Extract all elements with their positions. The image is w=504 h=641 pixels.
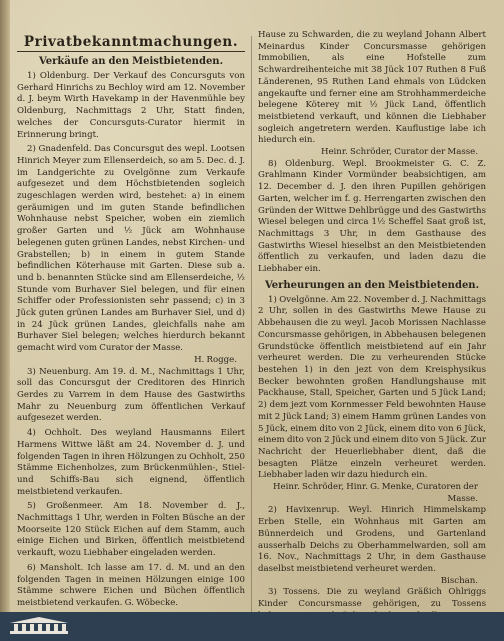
signature-schroeder: Heinr. Schröder, Curator der Masse. — [320, 147, 478, 158]
notice-oldenburg-8: 8) Oldenburg. Wepl. Brookmeister G. C. Z. Grahlmann Kinder Vormünder beabsichtigen, am 12. December d. J. den ihren Pupillen gehörigen Garten, welcher im f. g. Herrengarten zwischen den Gründen der Wittwe Dehlbrügge und des Gastwirths Wiesel belegen und circa 1½ Scheffel Saat groß ist, Nachmittags 3 Uhr, in dem Gasthause des Gastwirths Wiesel hieselbst an den Meistbietenden öffentlich zu verkaufen, und laden dazu die Liebhaber ein. — [258, 158, 486, 275]
page-edge-shadow — [0, 0, 10, 641]
heading-rentals: Verheurungen an den Meistbietenden. — [264, 279, 480, 291]
notice-ovelgoenne-7-continued: Hause zu Schwarden, die zu weyland Johann Albert Meinardus Kinder Concursmasse gehörigen Immobilien, als eine Hofstelle zum Schwardreihenteiche mit 38 Jück 107 Ruthen 8 Fuß Länderenen, 95 Ruthen Land ehmals von Lüdcken angekaufte und ferner eine am Strohhammerdeiche belegene Köterey mit ½ Jück Land, öffentlich meistbietend verkauft, und können die Liebhaber sogleich angetretern werden. Kauflustige labe ich hiedurch ein. — [258, 30, 486, 146]
section-title: Privatbekanntmachungen. — [23, 34, 239, 50]
rental-ovelgoenne: 1) Ovelgönne. Am 22. November d. J. Nachmittags 2 Uhr, sollen in des Gastwirths Mewe Hause zu Abbehausen die zu weyl. Jacob Morissen Nachlasse Concursmasse gehörigen, in Abbehausen belegenen Grundstücke öffentlich meistbietend auf ein Jahr verheuret werden. Die zu verheurenden Stücke bestehen 1) in den jezt von dem Kreisphysikus Becker bewohnten großen Handlungshause mit Packhause, Stall, Speicher, Garten und 5 Jück Land; 2) dem jezt vom Kornmesser Feld bewohnten Hause mit 2 Jück Land; 3) einem Hamm grünen Landes von 5 Jück, einem dito von 2 Jück, einem dito von 6 Jück, einem dito von 2 Jück und einem dito von 5 Jück. Zur Nachricht der Heuerliebhaber dient, daß die besagten Plätze einzeln verheuret werden. Liebhaber laden wir dazu hiedurch ein. — [258, 294, 486, 481]
heading-sales: Verkäufe an den Meistbietenden. — [38, 56, 224, 67]
library-building-logo-icon — [8, 615, 72, 637]
title-rule — [17, 51, 245, 52]
right-column — [258, 30, 486, 641]
notice-oldenburg-1: 1) Oldenburg. Der Verkauf des Concursguts von Gerhard Hinrichs zu Bechloy wird am 12. November d. J. beym Wirth Havekamp in der Havenmühle bey Oldenburg, Nachmittags 2 Uhr, Statt finden, welches der Concursguts-Curator hiermit in Erinnerung bringt. — [17, 71, 245, 140]
notice-gnadenfeld: 2) Gnadenfeld. Das Concursgut des wepl. Lootsen Hinrich Meyer zum Ellenserdeich, so am 5. Dec. d. J. im Landgerichte zu Ovelgönne zum Verkaufe aufgesezet und dem Höchstbietenden sogleich zugeschlagen werden wird, bestehet: a) in einem geräumigen und im guten Stande befindlichen Wohnhause nebst Speicher, woben ein ziemlich großer Garten und ½ Jück am Wohnhause belegenen guten grünen Landes, nebst Kirchen- und Grabstellen; b) in einem in gutem Stande befindlichen Köterhause mit Garten. Diese sub a. und b. benannten Stücke sind am Ellenserdeiche, ½ Stunde vom Burhaver Siel belegen, und für einen Schiffer oder Professionisten sehr passend; c) in 3 Jück guten grünen Landes am Burhaver Siel, und d) in 24 Jück grünen Landes, gleichfalls nahe am Burhaver Siel belegen; welches hierdurch bekannt gemacht wird vom Curator der Masse. — [17, 144, 245, 354]
signature-bischan: Bischan. — [440, 575, 478, 586]
left-column — [17, 30, 245, 636]
signature-rogge: H. Rogge. — [194, 354, 237, 365]
notice-mansholt: 6) Mansholt. Ich lasse am 17. d. M. und an den folgenden Tagen in meinen Hölzungen einige 100 Stämme schwere Eichen und Büchen öffentlich meistbietend verkaufen. G. Wöbecke. — [17, 562, 245, 608]
rental-havixenrup: 2) Havixenrup. Weyl. Hinrich Himmelskamp Erben Stelle, ein Wohnhaus mit Garten am Bünnerdeich und Grodens, und Gartenland ausserhalb Deichs zu Oberhammelwarden, soll am 16. Nov., Nachmittags 2 Uhr, in dem Gasthause daselbst meistbietend verheuret werden. — [258, 505, 486, 574]
notice-neuenburg: 3) Neuenburg. Am 19. d. M., Nachmittags 1 Uhr, soll das Concursgut der Creditoren des Hinrich Gerdes zu Varrem in dem Hause des Gastwirths Mahr zu Neuenburg zum öffentlichen Verkauf aufgesezet werden. — [17, 366, 245, 424]
notice-ochholt: 4) Ochholt. Des weyland Hausmanns Eilert Harmens Wittwe läßt am 24. November d. J. und folgenden Tagen in ihren Hölzungen zu Ochholt, 250 Stämme Eichenholzes, zum Brückenmühlen-, Stiel- und Schiffs-Bau sich eignend, öffentlich meistbietend verkaufen. — [17, 428, 245, 497]
notice-grossenmeer: 5) Großenmeer. Am 18. November d. J., Nachmittags 1 Uhr, werden in Folten Büsche an der Moorseite 120 Stück Eichen auf dem Stamm, auch einige Eichen und Birken, öffentlich meistbietend verkauft, wozu Liebhaber eingeladen werden. — [17, 501, 245, 559]
column-divider — [251, 36, 252, 616]
rental-tossens: 3) Tossens. Die zu weyland Gräßich Ohlriggs Kinder Concursmasse gehörigen, zu Tossens — [258, 587, 486, 610]
library-footer-strip — [0, 612, 504, 641]
signature-curators: Heinr. Schröder, Hinr. G. Menke, Curatoren der Masse. — [273, 482, 478, 504]
